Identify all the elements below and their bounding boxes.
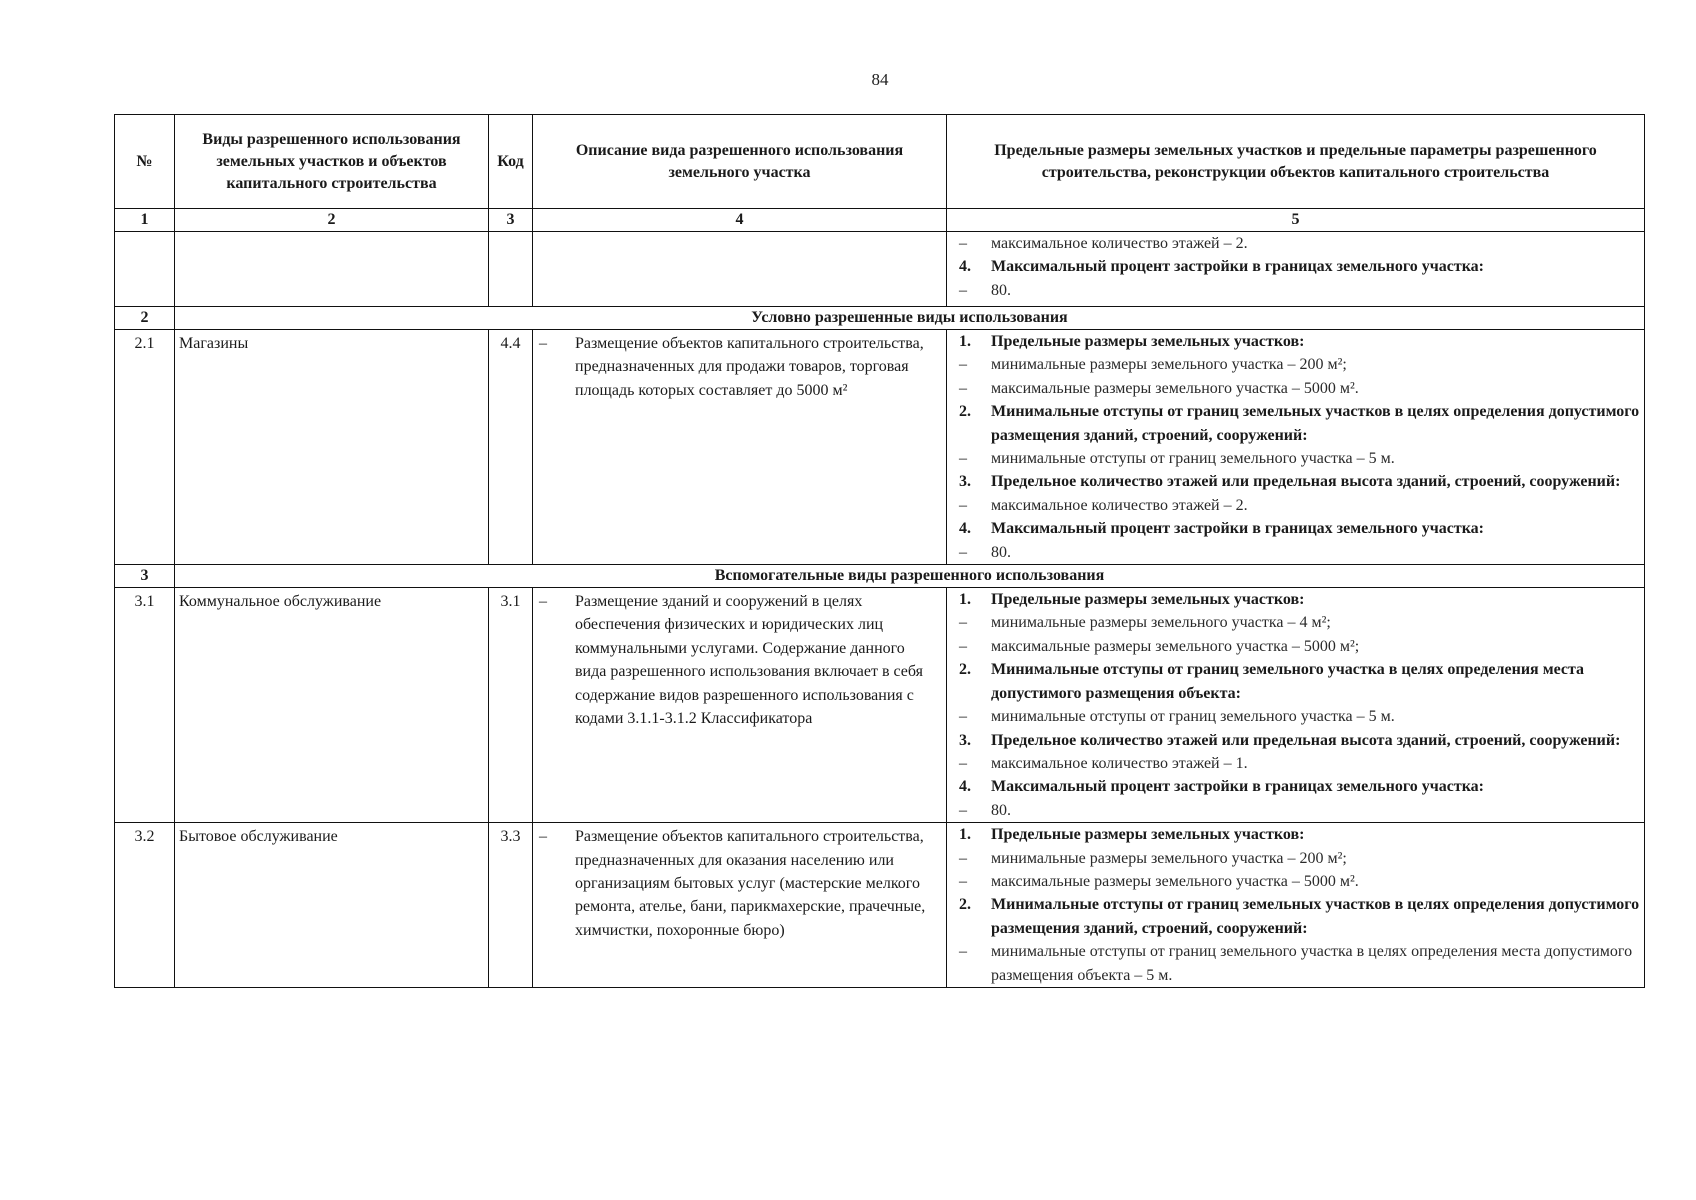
parameters-cell [947, 823, 1645, 988]
parameter-heading [953, 893, 1640, 940]
table-body [115, 232, 1645, 988]
list-marker: – [539, 335, 547, 352]
row-number: 2.1 [115, 330, 175, 565]
table-row [115, 823, 1645, 988]
parameter-text: Максимальный процент застройки в границах земельного участка: [991, 258, 1484, 276]
section-header-row [115, 565, 1645, 588]
use-code: 3.1 [489, 588, 533, 823]
parameter-item [953, 635, 1640, 658]
description-cell [533, 588, 947, 823]
list-marker: – [959, 496, 967, 514]
use-description: Размещение зданий и сооружений в целях обеспечения физических и юридических лиц коммунальными услугами. Содержание данного вида разрешенного использования включает в себя содержание видов разрешенного использования с кодами 3.1.1-3.1.2 Классификатора [575, 593, 923, 728]
parameter-heading [953, 470, 1640, 493]
list-marker: – [959, 379, 967, 397]
section-number: 2 [115, 307, 175, 330]
list-marker: – [539, 828, 547, 846]
section-title: Вспомогательные виды разрешенного использования [175, 565, 1645, 588]
parameter-text: Минимальные отступы от границ земельных участков в целях определения допустимого размещения зданий, строений, сооружений: [991, 896, 1640, 937]
parameters-cell [947, 588, 1645, 823]
parameter-item [953, 940, 1640, 987]
parameter-item [953, 870, 1640, 893]
column-number: 3 [489, 209, 533, 232]
section-header-row [115, 307, 1645, 330]
list-marker: 1. [959, 333, 971, 350]
parameter-heading [953, 775, 1640, 798]
list-marker: – [959, 637, 967, 655]
parameter-list [947, 588, 1644, 822]
parameter-text: минимальные размеры земельного участка – 200 м²; [991, 849, 1347, 867]
parameter-text: минимальные отступы от границ земельного участка – 5 м. [991, 450, 1395, 468]
header-code: Код [489, 115, 533, 209]
table-row [115, 588, 1645, 823]
parameter-text: Максимальный процент застройки в границах земельного участка: [991, 778, 1484, 796]
list-marker: – [539, 593, 547, 611]
section-title: Условно разрешенные виды использования [175, 307, 1645, 330]
description-cell [533, 330, 947, 565]
parameter-text: максимальные размеры земельного участка – 5000 м². [991, 379, 1359, 397]
row-number: 3.1 [115, 588, 175, 823]
list-marker: 4. [959, 258, 971, 276]
list-marker: 4. [959, 778, 971, 796]
list-marker: – [959, 235, 967, 252]
use-code: 3.3 [489, 823, 533, 988]
list-marker: 2. [959, 661, 971, 679]
use-code: 4.4 [489, 330, 533, 565]
cell-empty [115, 232, 175, 307]
parameter-heading [953, 729, 1640, 752]
cell-empty [489, 232, 533, 307]
list-marker: – [959, 356, 967, 374]
parameter-text: максимальное количество этажей – 1. [991, 754, 1248, 772]
parameter-heading [953, 517, 1640, 540]
parameter-heading [953, 823, 1640, 846]
parameter-item [953, 279, 1640, 302]
header-no: № [115, 115, 175, 209]
header-row [115, 115, 1645, 209]
parameter-heading [953, 255, 1640, 278]
list-marker: 1. [959, 591, 971, 609]
section-number: 3 [115, 565, 175, 588]
list-marker: – [959, 543, 967, 561]
list-marker: – [959, 849, 967, 867]
parameter-text: минимальные отступы от границ земельного участка в целях определения места допустимого размещения объекта – 5 м. [991, 943, 1633, 984]
parameter-text: минимальные размеры земельного участка – 200 м²; [991, 356, 1347, 374]
parameter-text: 80. [991, 281, 1011, 299]
parameter-heading [953, 330, 1640, 353]
parameter-item [953, 705, 1640, 728]
parameter-text: 80. [991, 543, 1011, 561]
list-marker: – [959, 754, 967, 772]
parameter-item [953, 447, 1640, 470]
parameter-text: минимальные отступы от границ земельного участка – 5 м. [991, 708, 1395, 726]
parameter-item [953, 799, 1640, 822]
parameter-text: Предельное количество этажей или предельная высота зданий, строений, сооружений: [991, 731, 1621, 749]
parameter-text: максимальное количество этажей – 2. [991, 496, 1248, 514]
parameter-text: Предельные размеры земельных участков: [991, 333, 1305, 350]
description-cell [533, 823, 947, 988]
list-marker: – [959, 872, 967, 890]
parameter-heading [953, 400, 1640, 447]
parameter-list [947, 232, 1644, 302]
parameter-text: Предельное количество этажей или предельная высота зданий, строений, сооружений: [991, 473, 1621, 491]
list-marker: 3. [959, 473, 971, 491]
use-type-name: Бытовое обслуживание [175, 823, 489, 988]
parameter-text: максимальное количество этажей – 2. [991, 235, 1248, 252]
parameter-item [953, 377, 1640, 400]
list-marker: 2. [959, 896, 971, 914]
page-number: 84 [871, 70, 889, 89]
land-use-table [114, 114, 1645, 988]
parameter-list [947, 330, 1644, 564]
parameter-item [953, 752, 1640, 775]
list-marker: – [959, 281, 967, 299]
parameter-list [947, 823, 1644, 987]
column-number: 2 [175, 209, 489, 232]
parameter-item [953, 541, 1640, 564]
list-marker: – [959, 708, 967, 726]
list-marker: – [959, 943, 967, 961]
column-number: 4 [533, 209, 947, 232]
column-number: 1 [115, 209, 175, 232]
parameter-item [953, 494, 1640, 517]
parameters-cell [947, 330, 1645, 565]
list-marker: – [959, 614, 967, 632]
column-number: 5 [947, 209, 1645, 232]
table-row [115, 330, 1645, 565]
header-description: Описание вида разрешенного использования земельного участка [533, 115, 947, 209]
list-marker: – [959, 450, 967, 468]
cell-empty [175, 232, 489, 307]
parameter-item [953, 232, 1640, 255]
list-marker: 4. [959, 520, 971, 538]
cell-empty [533, 232, 947, 307]
parameter-text: максимальные размеры земельного участка – 5000 м²; [991, 637, 1360, 655]
list-marker: 3. [959, 731, 971, 749]
column-number-row [115, 209, 1645, 232]
parameter-text: Предельные размеры земельных участков: [991, 826, 1305, 844]
parameter-text: минимальные размеры земельного участка – 4 м²; [991, 614, 1331, 632]
list-marker: 2. [959, 403, 971, 421]
parameter-item [953, 847, 1640, 870]
use-description: Размещение объектов капитального строительства, предназначенных для оказания населению или организациям бытовых услуг (мастерские мелкого ремонта, ателье, бани, парикмахерские, прачечные, химчистки, похоронные бюро) [575, 828, 926, 939]
use-type-name: Коммунальное обслуживание [175, 588, 489, 823]
parameter-text: Минимальные отступы от границ земельного участка в целях определения места допустимого размещения объекта: [991, 661, 1585, 702]
parameter-text: Минимальные отступы от границ земельных участков в целях определения допустимого размещения зданий, строений, сооружений: [991, 403, 1640, 444]
list-marker: – [959, 801, 967, 819]
use-description: Размещение объектов капитального строительства, предназначенных для продажи товаров, торговая площадь которых составляет до 5000 м² [575, 335, 924, 399]
header-limits: Предельные размеры земельных участков и предельные параметры разрешенного строительства, реконструкции объектов капитального строительства [947, 115, 1645, 209]
continuation-row [115, 232, 1645, 307]
parameter-text: Максимальный процент застройки в границах земельного участка: [991, 520, 1484, 538]
list-marker: 1. [959, 826, 971, 844]
parameter-text: Предельные размеры земельных участков: [991, 591, 1305, 609]
parameter-heading [953, 588, 1640, 611]
parameter-item [953, 353, 1640, 376]
row-number: 3.2 [115, 823, 175, 988]
parameter-text: максимальные размеры земельного участка – 5000 м². [991, 872, 1359, 890]
continuation-params-cell [947, 232, 1645, 307]
parameter-text: 80. [991, 801, 1011, 819]
parameter-heading [953, 658, 1640, 705]
parameter-item [953, 611, 1640, 634]
header-types: Виды разрешенного использования земельных участков и объектов капитального строительства [175, 115, 489, 209]
use-type-name: Магазины [175, 330, 489, 565]
